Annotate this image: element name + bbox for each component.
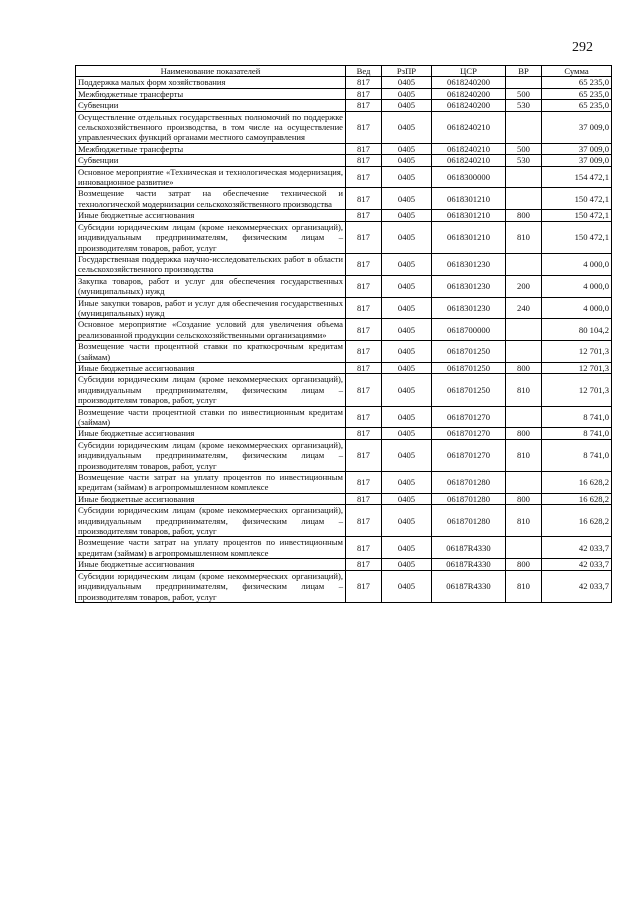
cell-rzpr: 0405	[382, 155, 432, 166]
cell-ved: 817	[346, 210, 382, 221]
cell-sum: 65 235,0	[542, 77, 612, 88]
cell-ved: 817	[346, 406, 382, 428]
header-rzpr: РзПР	[382, 66, 432, 77]
cell-vr	[506, 472, 542, 494]
table-row	[76, 143, 612, 154]
cell-name: Возмещение части затрат на уплату процентов по инвестиционным кредитам (займам) в агропромышленном комплексе	[76, 472, 346, 494]
cell-rzpr: 0405	[382, 406, 432, 428]
cell-ved: 817	[346, 221, 382, 253]
cell-vr: 800	[506, 428, 542, 439]
cell-sum: 42 033,7	[542, 570, 612, 602]
cell-sum: 12 701,3	[542, 341, 612, 363]
cell-name: Иные бюджетные ассигнования	[76, 210, 346, 221]
cell-name: Государственная поддержка научно-исследовательских работ в области сельскохозяйственного производства	[76, 253, 346, 275]
cell-vr: 530	[506, 155, 542, 166]
cell-ved: 817	[346, 319, 382, 341]
cell-vr	[506, 111, 542, 143]
table-row	[76, 275, 612, 297]
cell-name: Закупка товаров, работ и услуг для обеспечения государственных (муниципальных) нужд	[76, 275, 346, 297]
cell-vr: 240	[506, 297, 542, 319]
cell-csr: 0618240200	[432, 77, 506, 88]
cell-name: Субсидии юридическим лицам (кроме некоммерческих организаций), индивидуальным предпринимателям, физическим лицам – производителям товаров, работ, услуг	[76, 221, 346, 253]
cell-name: Субсидии юридическим лицам (кроме некоммерческих организаций), индивидуальным предпринимателям, физическим лицам – производителям товаров, работ, услуг	[76, 439, 346, 471]
table-row	[76, 253, 612, 275]
table-row	[76, 537, 612, 559]
cell-vr: 800	[506, 493, 542, 504]
table-row	[76, 559, 612, 570]
cell-ved: 817	[346, 505, 382, 537]
cell-ved: 817	[346, 253, 382, 275]
cell-csr: 0618301230	[432, 297, 506, 319]
table-row	[76, 77, 612, 88]
cell-vr: 800	[506, 362, 542, 373]
cell-rzpr: 0405	[382, 439, 432, 471]
cell-sum: 37 009,0	[542, 155, 612, 166]
cell-csr: 0618701270	[432, 428, 506, 439]
cell-rzpr: 0405	[382, 210, 432, 221]
cell-name: Межбюджетные трансферты	[76, 143, 346, 154]
cell-vr: 810	[506, 570, 542, 602]
cell-csr: 0618701280	[432, 493, 506, 504]
cell-rzpr: 0405	[382, 88, 432, 99]
cell-sum: 65 235,0	[542, 88, 612, 99]
cell-name: Субвенции	[76, 100, 346, 111]
table-row	[76, 210, 612, 221]
table-header-row	[76, 66, 612, 77]
table-row	[76, 428, 612, 439]
page-number: 292	[572, 40, 593, 55]
cell-name: Межбюджетные трансферты	[76, 88, 346, 99]
cell-csr: 0618701280	[432, 472, 506, 494]
cell-csr: 06187R4330	[432, 537, 506, 559]
table-row	[76, 439, 612, 471]
cell-name: Возмещение части затрат на уплату процентов по инвестиционным кредитам (займам) в агропромышленном комплексе	[76, 537, 346, 559]
cell-csr: 0618701250	[432, 374, 506, 406]
cell-ved: 817	[346, 297, 382, 319]
cell-sum: 150 472,1	[542, 188, 612, 210]
cell-vr	[506, 166, 542, 188]
table-row	[76, 570, 612, 602]
cell-sum: 80 104,2	[542, 319, 612, 341]
cell-sum: 4 000,0	[542, 297, 612, 319]
cell-vr: 500	[506, 143, 542, 154]
table-row	[76, 166, 612, 188]
cell-vr: 530	[506, 100, 542, 111]
cell-name: Основное мероприятие «Создание условий для увеличения объема реализованной продукции сельскохозяйственными организациями»	[76, 319, 346, 341]
cell-rzpr: 0405	[382, 188, 432, 210]
cell-rzpr: 0405	[382, 505, 432, 537]
cell-ved: 817	[346, 188, 382, 210]
cell-ved: 817	[346, 362, 382, 373]
cell-vr	[506, 537, 542, 559]
cell-csr: 0618301210	[432, 210, 506, 221]
cell-ved: 817	[346, 559, 382, 570]
cell-sum: 4 000,0	[542, 275, 612, 297]
cell-sum: 150 472,1	[542, 221, 612, 253]
cell-csr: 0618240200	[432, 100, 506, 111]
cell-ved: 817	[346, 570, 382, 602]
cell-csr: 0618240200	[432, 88, 506, 99]
cell-rzpr: 0405	[382, 570, 432, 602]
cell-name: Иные бюджетные ассигнования	[76, 559, 346, 570]
header-ved: Вед	[346, 66, 382, 77]
cell-ved: 817	[346, 428, 382, 439]
cell-rzpr: 0405	[382, 472, 432, 494]
cell-name: Субвенции	[76, 155, 346, 166]
cell-sum: 42 033,7	[542, 537, 612, 559]
cell-vr: 200	[506, 275, 542, 297]
cell-csr: 0618301230	[432, 275, 506, 297]
cell-vr: 500	[506, 88, 542, 99]
table-row	[76, 406, 612, 428]
cell-csr: 0618700000	[432, 319, 506, 341]
cell-sum: 16 628,2	[542, 472, 612, 494]
cell-vr: 810	[506, 221, 542, 253]
header-vr: ВР	[506, 66, 542, 77]
cell-vr	[506, 77, 542, 88]
cell-rzpr: 0405	[382, 166, 432, 188]
cell-vr	[506, 319, 542, 341]
header-csr: ЦСР	[432, 66, 506, 77]
cell-rzpr: 0405	[382, 341, 432, 363]
cell-ved: 817	[346, 493, 382, 504]
table-row	[76, 100, 612, 111]
cell-csr: 0618701270	[432, 439, 506, 471]
table-row	[76, 88, 612, 99]
header-sum: Сумма	[542, 66, 612, 77]
cell-ved: 817	[346, 341, 382, 363]
cell-name: Иные бюджетные ассигнования	[76, 493, 346, 504]
cell-name: Поддержка малых форм хозяйствования	[76, 77, 346, 88]
cell-name: Иные бюджетные ассигнования	[76, 362, 346, 373]
cell-vr: 810	[506, 374, 542, 406]
cell-rzpr: 0405	[382, 297, 432, 319]
cell-sum: 37 009,0	[542, 111, 612, 143]
cell-ved: 817	[346, 472, 382, 494]
cell-ved: 817	[346, 537, 382, 559]
cell-ved: 817	[346, 111, 382, 143]
cell-csr: 0618240210	[432, 143, 506, 154]
cell-rzpr: 0405	[382, 428, 432, 439]
cell-name: Субсидии юридическим лицам (кроме некоммерческих организаций), индивидуальным предпринимателям, физическим лицам – производителям товаров, работ, услуг	[76, 505, 346, 537]
table-row	[76, 188, 612, 210]
table-row	[76, 111, 612, 143]
cell-name: Возмещение части процентной ставки по инвестиционным кредитам (займам)	[76, 406, 346, 428]
cell-sum: 12 701,3	[542, 362, 612, 373]
budget-table	[75, 65, 612, 603]
cell-csr: 0618240210	[432, 155, 506, 166]
cell-rzpr: 0405	[382, 537, 432, 559]
cell-name: Осуществление отдельных государственных полномочий по поддержке сельскохозяйственного производства, в том числе на осуществление управленческих функций органами местного самоуправления	[76, 111, 346, 143]
cell-sum: 154 472,1	[542, 166, 612, 188]
cell-ved: 817	[346, 439, 382, 471]
table-row	[76, 341, 612, 363]
cell-csr: 0618301230	[432, 253, 506, 275]
cell-sum: 42 033,7	[542, 559, 612, 570]
table-body	[76, 77, 612, 603]
cell-sum: 8 741,0	[542, 406, 612, 428]
cell-name: Субсидии юридическим лицам (кроме некоммерческих организаций), индивидуальным предпринимателям, физическим лицам – производителям товаров, работ, услуг	[76, 374, 346, 406]
cell-rzpr: 0405	[382, 362, 432, 373]
table-row	[76, 221, 612, 253]
cell-csr: 0618240210	[432, 111, 506, 143]
cell-name: Возмещение части процентной ставки по краткосрочным кредитам (займам)	[76, 341, 346, 363]
cell-csr: 0618300000	[432, 166, 506, 188]
cell-name: Иные закупки товаров, работ и услуг для обеспечения государственных (муниципальных) нужд	[76, 297, 346, 319]
cell-rzpr: 0405	[382, 493, 432, 504]
cell-sum: 65 235,0	[542, 100, 612, 111]
cell-csr: 0618701250	[432, 362, 506, 373]
cell-ved: 817	[346, 100, 382, 111]
cell-sum: 16 628,2	[542, 505, 612, 537]
cell-ved: 817	[346, 155, 382, 166]
cell-vr	[506, 341, 542, 363]
cell-name: Возмещение части затрат на обеспечение технической и технологической модернизации сельскохозяйственного производства	[76, 188, 346, 210]
cell-vr: 810	[506, 439, 542, 471]
cell-rzpr: 0405	[382, 275, 432, 297]
cell-csr: 0618701250	[432, 341, 506, 363]
cell-csr: 0618301210	[432, 221, 506, 253]
table-row	[76, 493, 612, 504]
cell-ved: 817	[346, 275, 382, 297]
cell-sum: 37 009,0	[542, 143, 612, 154]
table-row	[76, 505, 612, 537]
cell-ved: 817	[346, 166, 382, 188]
cell-name: Иные бюджетные ассигнования	[76, 428, 346, 439]
cell-ved: 817	[346, 374, 382, 406]
cell-rzpr: 0405	[382, 77, 432, 88]
cell-sum: 12 701,3	[542, 374, 612, 406]
cell-ved: 817	[346, 143, 382, 154]
cell-rzpr: 0405	[382, 374, 432, 406]
cell-vr: 800	[506, 559, 542, 570]
cell-csr: 0618701270	[432, 406, 506, 428]
cell-rzpr: 0405	[382, 253, 432, 275]
cell-vr	[506, 253, 542, 275]
cell-rzpr: 0405	[382, 559, 432, 570]
cell-ved: 817	[346, 77, 382, 88]
cell-vr: 810	[506, 505, 542, 537]
cell-sum: 4 000,0	[542, 253, 612, 275]
cell-csr: 06187R4330	[432, 570, 506, 602]
table-row	[76, 362, 612, 373]
cell-name: Основное мероприятие «Техническая и технологическая модернизация, инновационное развитие»	[76, 166, 346, 188]
cell-rzpr: 0405	[382, 319, 432, 341]
table-row	[76, 472, 612, 494]
header-name: Наименование показателей	[76, 66, 346, 77]
table-row	[76, 155, 612, 166]
cell-sum: 8 741,0	[542, 439, 612, 471]
cell-vr: 800	[506, 210, 542, 221]
cell-rzpr: 0405	[382, 100, 432, 111]
cell-sum: 8 741,0	[542, 428, 612, 439]
cell-vr	[506, 188, 542, 210]
cell-name: Субсидии юридическим лицам (кроме некоммерческих организаций), индивидуальным предпринимателям, физическим лицам – производителям товаров, работ, услуг	[76, 570, 346, 602]
cell-csr: 0618701280	[432, 505, 506, 537]
table-row	[76, 319, 612, 341]
cell-rzpr: 0405	[382, 111, 432, 143]
table-row	[76, 297, 612, 319]
cell-sum: 16 628,2	[542, 493, 612, 504]
cell-csr: 0618301210	[432, 188, 506, 210]
cell-csr: 06187R4330	[432, 559, 506, 570]
cell-vr	[506, 406, 542, 428]
table-row	[76, 374, 612, 406]
cell-sum: 150 472,1	[542, 210, 612, 221]
cell-rzpr: 0405	[382, 221, 432, 253]
cell-ved: 817	[346, 88, 382, 99]
cell-rzpr: 0405	[382, 143, 432, 154]
